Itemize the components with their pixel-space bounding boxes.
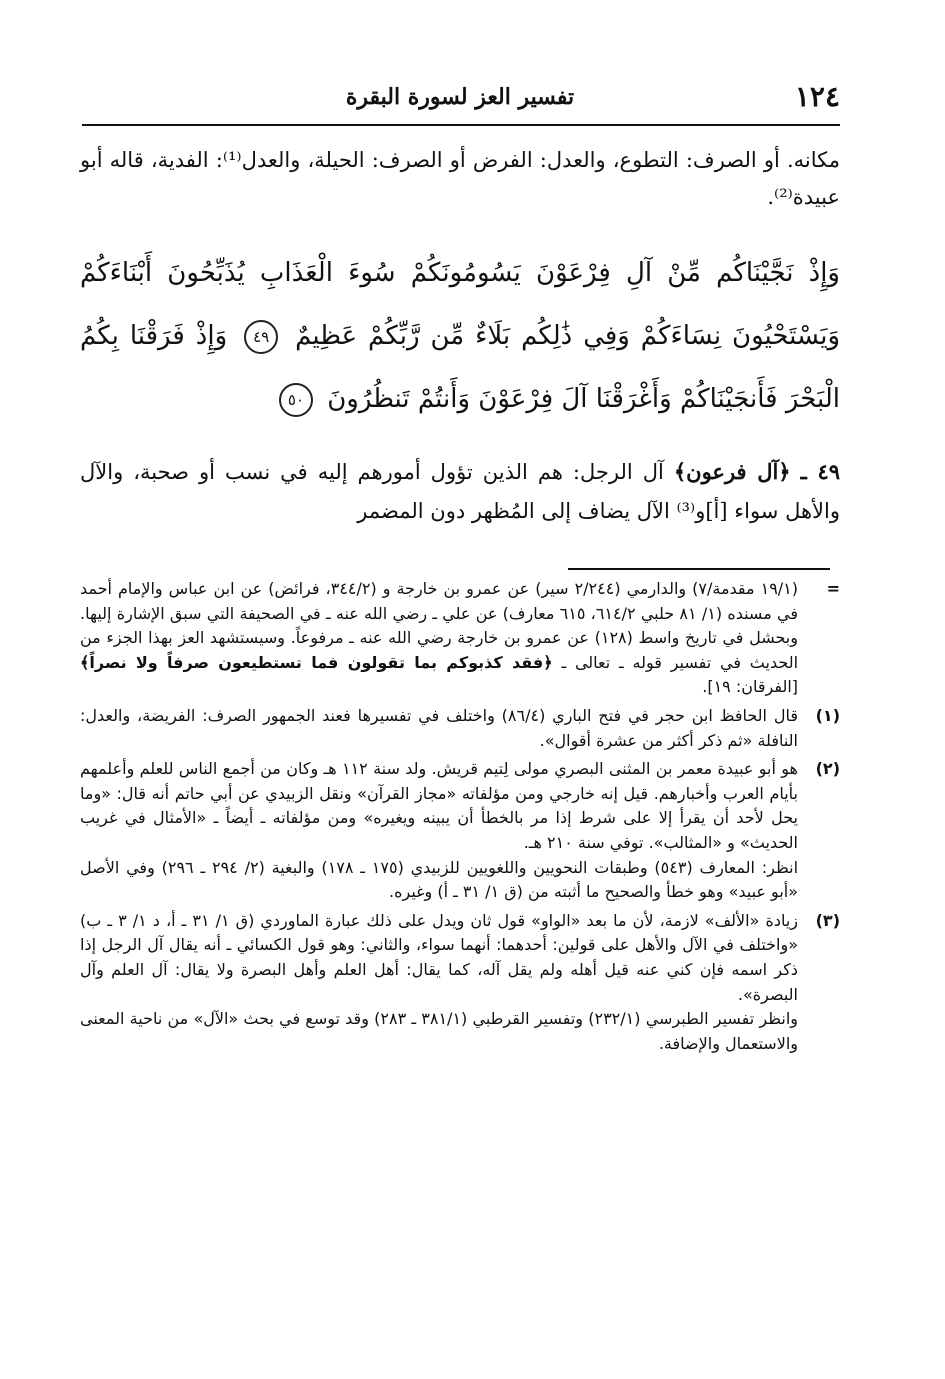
footnote-continuation-text [80,577,798,700]
footnote-3-text: زيادة «الألف» لازمة، لأن ما بعد «الواو» قول ثان ويدل على ذلك عبارة الماوردي (ق ١/ ٣١ ـ أ، د ١/ ٣ ـ ب) «واختلف في الآل والأهل على قولين: أحدهما: أنهما سواء، والثاني: وهو قول الكسائي ـ أنه يقال آل الرجل إذا ذكر اسمه فإن كني عنه قيل أهله ولم يقل آله، كما يقال: أهل العلم وأهل البصرة ولا يقال: آل العلم وآل البصرة». [80,910,799,1004]
body-text [80,142,840,216]
page-number: ١٢٤ [794,80,840,113]
footnote-2-sources: انظر: المعارف (٥٤٣) وطبقات النحويين واللغويين للزبيدي (١٧٥ ـ ١٧٨) والبغية (٢/ ٢٩٤ ـ ٢٩٦) وفي الأصل «أبو عبيد» وهو خطأ والصحيح ما أثبته من (ق ١/ ٣١ ـ أ) وغيره. [80,857,799,902]
footnotes [80,577,840,1060]
commentary [80,452,840,531]
footnote-continuation [80,577,840,700]
body-paragraph: مكانه. أو الصرف: التطوع، والعدل: الفرض أو الصرف: الحيلة، والعدل⁽¹⁾: الفدية، قاله أبو عبيدة⁽²⁾. [80,148,840,209]
footnote-continuation-body: (١٩/١ مقدمة/٧) والدارمي (٢/٢٤٤ سير) عن عمرو بن خارجة و (٣٤٤/٢، فرائض) عن ابن عباس والإمام أحمد في مسنده (١/ ٨١ حلبي ٦١٤/٢، ٦١٥ معارف) عن علي ـ رضي الله عنه ـ في الصحيفة التي سبق الإشارة إليها. وبحشل في تاريخ واسط (١٢٨) عن عمرو بن خارجة رضي الله عنه ـ مرفوعاً. وسيستشهد العز بهذا الجزء من الحديث في تفسير قوله ـ تعالى ـ [80,579,799,672]
footnote-3-sources: وانظر تفسير الطبرسي (٢٣٢/١) وتفسير القرطبي (٣٨١/١ ـ ٢٨٣) وقد توسع في بحث «الآل» من ناحية المعنى والاستعمال والإضافة. [80,1009,799,1053]
footnote-2 [80,757,840,905]
footnote-2-mark: (٢) [815,759,840,779]
header-rule [82,124,840,126]
ayah-49-marker: ٤٩ [244,320,278,354]
commentary-paragraph [80,452,840,531]
commentary-keyword: ﴿آل فرعون﴾ [673,459,791,484]
commentary-text: آل الرجل: هم الذين تؤول أمورهم إليه في نسب أو صحبة، والآل والأهل سواء [أ]و⁽³⁾ الآل يضاف إلى المُظهر دون المضمر [80,460,840,523]
verse-text-part2: وَإِذْ فَرَقْنَا بِكُمُ الْبَحْرَ فَأَنجَيْنَاكُمْ وَأَغْرَقْنَا آلَ فِرْعَوْنَ وَأَنتُمْ تَنظُرُونَ [80,321,840,414]
running-title: تفسير العز لسورة البقرة [345,84,575,110]
footnote-2-text: هو أبو عبيدة معمر بن المثنى البصري مولى لِتيم قريش. ولد سنة ١١٢ هـ وكان من أجمع الناس للعلم وأعلمهم بأيام العرب وأخبارهم. قيل إنه خارجي ومن مؤلفاته «مجاز القرآن» ونقل الزبيدي عن أبي حاتم أنه قال: «وما يحل لأحد أن يقرأ إلا على شرط إذا مر بالخطأ أن يبينه ويغيره» ومن مؤلفاته ـ أيضاً ـ «الأمثال في غريب الحديث» و «المثالب». توفي سنة ٢١٠ هـ. [80,759,798,852]
footnote-continuation-bold: ﴿فقد كذبوكم بما تقولون فما تستطيعون صرفاً ولا نصراً﴾ [80,652,553,672]
footnote-1 [80,704,840,753]
verse-text-part1: وَإِذْ نَجَّيْنَاكُم مِّنْ آلِ فِرْعَوْنَ يَسُومُونَكُمْ سُوءَ الْعَذَابِ يُذَبِّحُونَ أَبْنَاءَكُمْ وَيَسْتَحْيُونَ نِسَاءَكُمْ وَفِي ذَٰلِكُم بَلَاءٌ مِّن رَّبِّكُمْ عَظِيمٌ [80,258,841,351]
commentary-verse-ref: ٤٩ ـ [800,459,840,484]
ayah-50-marker: ٥٠ [279,383,313,417]
footnote-1-mark: (١) [815,705,840,725]
footnote-continuation-end: [الفرقان: ١٩]. [702,677,798,697]
footnote-rule [568,568,830,570]
footnote-3-mark: (٣) [815,910,840,930]
footnote-1-text: قال الحافظ ابن حجر في فتح الباري (٨٦/٤) واختلف في تفسيرها فعند الجمهور الصرف: الفريضة، والعدل: النافلة «ثم ذكر أكثر من عشرة أقوال». [80,705,798,750]
quran-verse [80,242,840,431]
footnote-3 [80,909,840,1057]
page-header [80,80,840,116]
footnote-continuation-mark: = [826,579,840,598]
